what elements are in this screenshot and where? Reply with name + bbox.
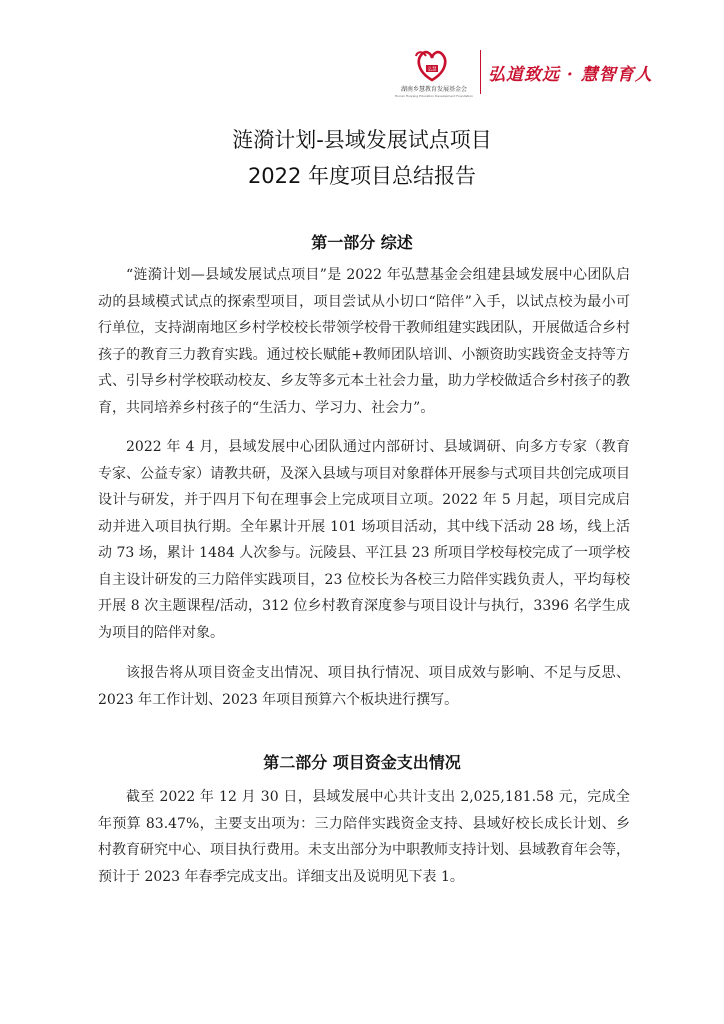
report-title-line1: 涟漪计划-县域发展试点项目 [232,128,492,152]
section2-paragraph-1: 截至 2022 年 12 月 30 日，县域发展中心共计支出 2,025,181.58 元，完成全年预算 83.47%，主要支出项为：三力陪伴实践资金支持、县域好校长成长计划、乡村教育研究中心、项目执行费用。未支出部分为中职教师支持计划、县域教育年会等，预计于 2023 年春季完成支出。详细支出及说明见下表 1。 [98,789,630,885]
logo-text: 弘慧 [427,67,437,73]
section1-paragraph-2: 2022 年 4 月，县域发展中心团队通过内部研讨、县域调研、向多方专家（教育专家、公益专家）请教共研，及深入县域与项目对象群体开展参与式项目共创完成项目设计与研发，并于四月下旬在理事会上完成项目立项。2022 年 5 月起，项目完成启动并进入项目执行期。全年累计开展 101 场项目活动，其中线下活动 28 场，线上活动 73 场，累计 1484 人次参与。沅陵县、平江县 23 所项目学校每校完成了一项学校自主设计研发的三力陪伴实践项目，23 位校长为各校三力陪伴实践负责人，平均每校开展 8 次主题课程/活动，312 位乡村教育深度参与项目设计与执行，3396 名学生成为项目的陪伴对象。 [98,439,630,641]
section2-heading: 第二部分 项目资金支出情况 [263,753,461,772]
header-divider [480,50,481,94]
section1-heading: 第一部分 综述 [311,233,413,252]
page-header [392,40,653,100]
org-name-cn: 湖南乡慧教育发展基金会 [400,86,467,93]
org-name-en: Hunan Huiyang Education Development Foundation [395,94,473,98]
section1-paragraph-1: “涟漪计划—县域发展试点项目”是 2022 年弘慧基金会组建县域发展中心团队启动的县域模式试点的探索型项目，项目尝试从小切口“陪伴”入手，以试点校为最小可行单位，支持湖南地区乡村学校校长带领学校骨干教师组建实践团队，开展做适合乡村孩子的教育三力教育实践。通过校长赋能+教师团队培训、小额资助实践资金支持等方式、引导乡村学校联动校友、乡友等多元本土社会力量，助力学校做适合乡村孩子的教育，共同培养乡村孩子的“生活力、学习力、社会力”。 [98,267,630,416]
slogan: 弘道致远 · 慧智育人 [488,65,653,85]
report-title-line2: 2022 年度项目总结报告 [247,164,477,188]
foundation-logo-icon [412,46,452,86]
section1-paragraph-3: 该报告将从项目资金支出情况、项目执行情况、项目成效与影响、不足与反思、2023 年工作计划、2023 年项目预算六个板块进行撰写。 [98,665,630,708]
